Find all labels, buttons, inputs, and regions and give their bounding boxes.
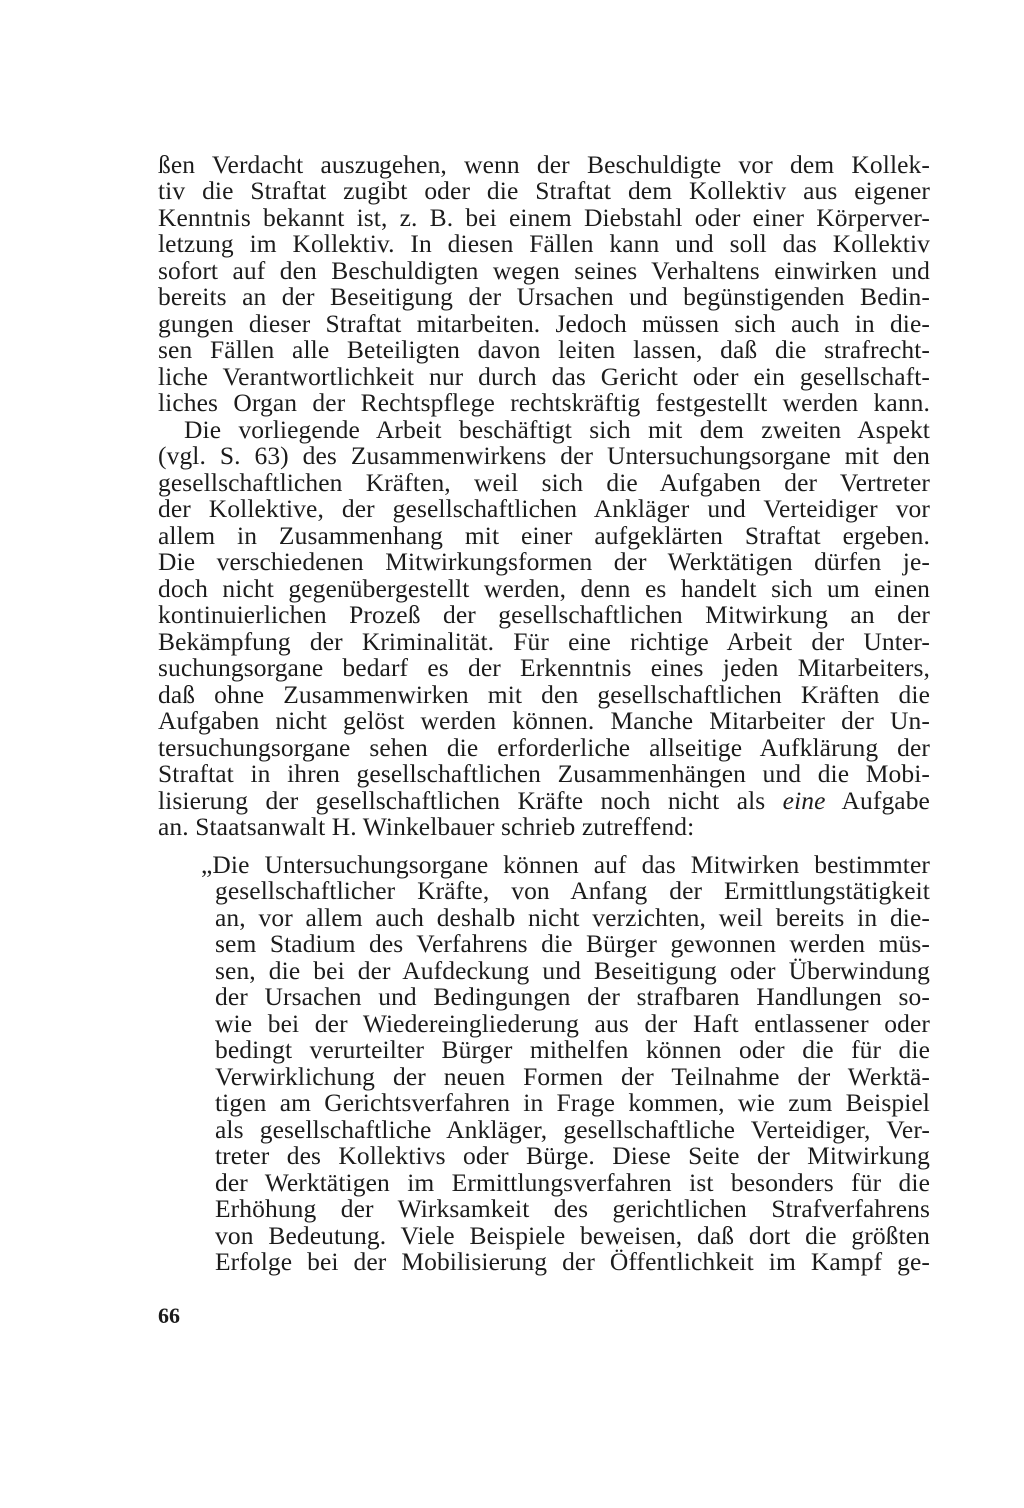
quote-line: Erfolge bei der Mobilisierung der Öffentlichkeit im Kampf ge-: [215, 1247, 930, 1276]
text-line: gesellschaftlichen Kräften, weil sich die Aufgaben der Vertreter: [158, 468, 930, 497]
quote-line: an, vor allem auch deshalb nicht verzichten, weil bereits in die-: [215, 903, 930, 932]
text-line: liche Verantwortlichkeit nur durch das Gericht oder ein gesellschaft-: [158, 362, 930, 391]
quote-line: sem Stadium des Verfahrens die Bürger gewonnen werden müs-: [215, 929, 930, 958]
text-line: doch nicht gegenübergestellt werden, denn es handelt sich um einen: [158, 574, 930, 603]
text-line: sen Fällen alle Beteiligten davon leiten lassen, daß die strafrecht-: [158, 335, 930, 364]
quote-line: Verwirklichung der neuen Formen der Teilnahme der Werktä-: [215, 1062, 930, 1091]
text-line: Bekämpfung der Kriminalität. Für eine richtige Arbeit der Unter-: [158, 627, 930, 656]
quote-line: tigen am Gerichtsverfahren in Frage kommen, wie zum Beispiel: [215, 1088, 930, 1117]
quote-line: Erhöhung der Wirksamkeit des gerichtlichen Strafverfahrens: [215, 1194, 930, 1223]
text-line: sofort auf den Beschuldigten wegen seines Verhaltens einwirken und: [158, 256, 930, 285]
text-segment: lisierung der gesellschaftlichen Kräfte noch nicht als: [158, 786, 766, 815]
text-line: allem in Zusammenhang mit einer aufgeklärten Straftat ergeben.: [158, 521, 930, 550]
quote-line: der Werktätigen im Ermittlungsverfahren ist besonders für die: [215, 1168, 930, 1197]
text-line: Straftat in ihren gesellschaftlichen Zusammenhängen und die Mobi-: [158, 759, 930, 788]
quote-line: der Ursachen und Bedingungen der strafbaren Handlungen so-: [215, 982, 930, 1011]
quote-line: treter des Kollektivs oder Bürge. Diese Seite der Mitwirkung: [215, 1141, 930, 1170]
text-line: daß ohne Zusammenwirken mit den gesellschaftlichen Kräften die: [158, 680, 930, 709]
text-line: tersuchungsorgane sehen die erforderliche allseitige Aufklärung der: [158, 733, 930, 762]
text-line: Die verschiedenen Mitwirkungsformen der Werktätigen dürfen je-: [158, 547, 930, 576]
quote-line: bedingt verurteilter Bürger mithelfen können oder die für die: [215, 1035, 930, 1064]
text-line: Kenntnis bekannt ist, z. B. bei einem Diebstahl oder einer Körperver-: [158, 203, 930, 232]
text-segment: Aufgabe: [841, 786, 930, 815]
text-line: gungen dieser Straftat mitarbeiten. Jedoch müssen sich auch in die-: [158, 309, 930, 338]
quote-line: als gesellschaftliche Ankläger, gesellschaftliche Verteidiger, Ver-: [215, 1115, 930, 1144]
emphasized-word: eine: [782, 786, 826, 815]
text-line-with-emphasis: [158, 788, 930, 814]
text-line: an. Staatsanwalt H. Winkelbauer schrieb zutreffend:: [158, 812, 695, 841]
text-line: tiv die Straftat zugibt oder die Straftat dem Kollektiv aus eigener: [158, 176, 930, 205]
text-line: liches Organ der Rechtspflege rechtskräftig festgestellt werden kann.: [158, 388, 930, 417]
text-line: Die vorliegende Arbeit beschäftigt sich mit dem zweiten Aspekt: [184, 415, 930, 444]
text-line: ßen Verdacht auszugehen, wenn der Beschuldigte vor dem Kollek-: [158, 150, 930, 179]
page-number: 66: [158, 1303, 180, 1328]
quote-line: sen, die bei der Aufdeckung und Beseitigung oder Überwindung: [215, 956, 930, 985]
text-line: kontinuierlichen Prozeß der gesellschaftlichen Mitwirkung an der: [158, 600, 930, 629]
text-line: Aufgaben nicht gelöst werden können. Manche Mitarbeiter der Un-: [158, 706, 930, 735]
text-line: letzung im Kollektiv. In diesen Fällen kann und soll das Kollektiv: [158, 229, 930, 258]
quote-line: wie bei der Wiedereingliederung aus der Haft entlassener oder: [215, 1009, 930, 1038]
text-line: suchungsorgane bedarf es der Erkenntnis eines jeden Mitarbeiters,: [158, 653, 930, 682]
text-line: der Kollektive, der gesellschaftlichen Ankläger und Verteidiger vor: [158, 494, 930, 523]
text-line: bereits an der Beseitigung der Ursachen und begünstigenden Bedin-: [158, 282, 930, 311]
text-line: (vgl. S. 63) des Zusammenwirkens der Untersuchungsorgane mit den: [158, 441, 930, 470]
quote-line: von Bedeutung. Viele Beispiele beweisen, daß dort die größten: [215, 1221, 930, 1250]
quote-line: „Die Untersuchungsorgane können auf das Mitwirken bestimmter: [201, 850, 930, 879]
quote-line: gesellschaftlicher Kräfte, von Anfang der Ermittlungstätigkeit: [215, 876, 930, 905]
